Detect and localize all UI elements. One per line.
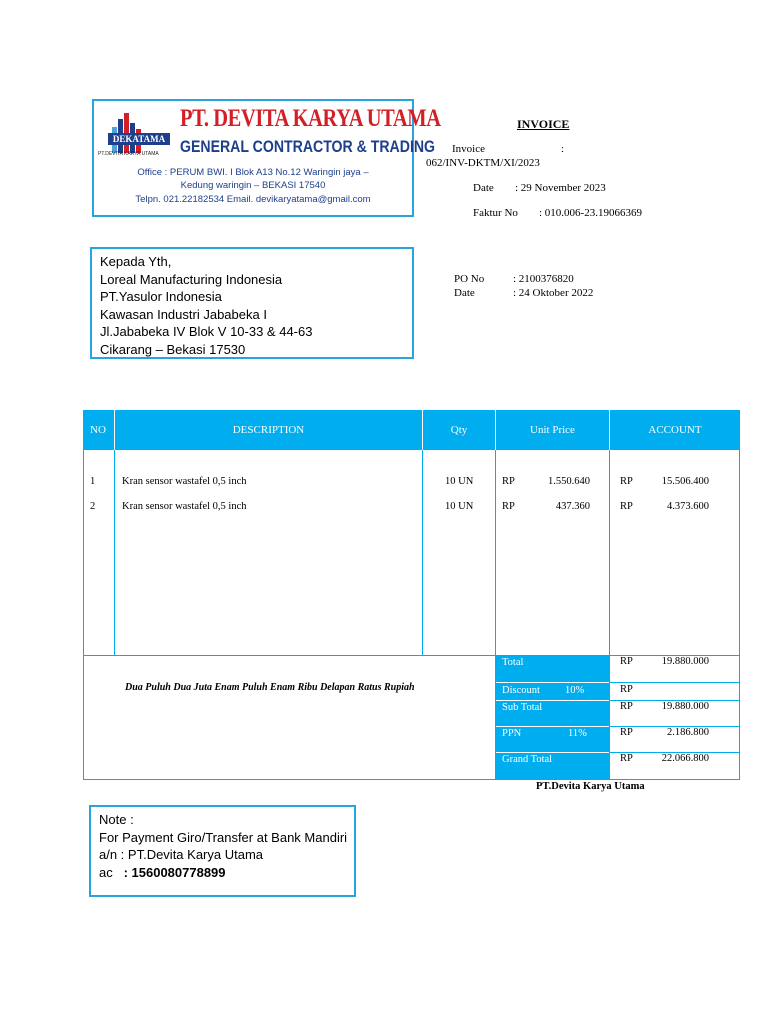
row-account: 15.506.400 [661, 476, 709, 487]
table-border [739, 410, 740, 780]
column-divider [422, 450, 423, 655]
table-border [83, 779, 740, 780]
row-qty: 10 UN [445, 501, 474, 512]
logo-caption: PT.DEVITA KARYA UTAMA [98, 151, 159, 157]
ppn-rate: 11% [568, 728, 587, 739]
note-line: a/n : PT.Devita Karya Utama [99, 847, 264, 862]
recipient-line: Kawasan Industri Jababeka I [100, 306, 267, 322]
invoice-number-label: Invoice [452, 143, 485, 155]
company-address-line2: Kedung waringin – BEKASI 17540 [180, 180, 326, 191]
note-line: For Payment Giro/Transfer at Bank Mandiri [99, 829, 348, 845]
summary-discount-currency: RP [620, 684, 633, 695]
recipient-line: PT.Yasulor Indonesia [100, 289, 222, 304]
ac-value: : 1560080778899 [123, 864, 226, 880]
ac-label: ac [99, 864, 113, 880]
row-account: 4.373.600 [667, 501, 709, 512]
po-label: PO No [454, 273, 485, 285]
po-value: : 2100376820 [513, 273, 574, 285]
invoice-number-colon: : [561, 143, 565, 155]
row-currency: RP [502, 501, 515, 512]
account-number-row [99, 864, 346, 882]
summary-discount-label: Discount 10% [496, 683, 609, 700]
row-qty: 10 UN [445, 476, 474, 487]
summary-subtotal-currency: RP [620, 701, 633, 712]
po-date-label: Date [454, 287, 475, 299]
row-unit-price: 1.550.640 [548, 476, 590, 487]
body-divider [83, 655, 740, 656]
row-currency: RP [502, 476, 515, 487]
summary-divider [610, 682, 740, 683]
row-no: 2 [90, 501, 96, 512]
amount-in-words: Dua Puluh Dua Juta Enam Puluh Enam Ribu Delapan Ratus Rupiah [125, 682, 415, 693]
row-account-currency: RP [620, 476, 633, 487]
header-unit-price: Unit Price [496, 410, 609, 450]
table-border [83, 410, 84, 780]
faktur-label: Faktur No [473, 207, 518, 219]
column-divider [609, 450, 610, 780]
svg-text:DEKATAMA: DEKATAMA [112, 134, 166, 144]
signatory: PT.Devita Karya Utama [536, 781, 645, 792]
faktur-value: : 010.006-23.19066369 [539, 207, 642, 219]
row-description: Kran sensor wastafel 0,5 inch [122, 476, 247, 487]
row-no: 1 [90, 476, 96, 487]
company-name: PT. DEVITA KARYA UTAMA [180, 105, 441, 132]
invoice-heading: INVOICE [517, 117, 570, 131]
summary-total-label: Total [496, 656, 609, 682]
header-description: DESCRIPTION [115, 410, 422, 450]
header-account: ACCOUNT [610, 410, 740, 450]
summary-ppn-label: PPN 11% [496, 727, 609, 752]
recipient-line: Kepada Yth, [100, 254, 172, 269]
row-description: Kran sensor wastafel 0,5 inch [122, 501, 247, 512]
invoice-number-value: 062/INV-DKTM/XI/2023 [426, 157, 540, 169]
summary-grandtotal-value: 22.066.800 [661, 753, 709, 764]
summary-ppn-value: 2.186.800 [667, 727, 709, 738]
items-table [83, 410, 740, 780]
invoice-date-label: Date [473, 182, 494, 194]
summary-total-currency: RP [620, 656, 633, 667]
payment-note [89, 805, 356, 897]
header-no: NO [83, 410, 114, 450]
summary-subtotal-value: 19.880.000 [661, 701, 709, 712]
header-qty: Qty [423, 410, 495, 450]
row-account-currency: RP [620, 501, 633, 512]
recipient-line: Cikarang – Bekasi 17530 [100, 341, 246, 357]
summary-grandtotal-currency: RP [620, 753, 633, 764]
recipient-address [90, 247, 414, 359]
summary-ppn-currency: RP [620, 727, 633, 738]
po-date-value: : 24 Oktober 2022 [513, 287, 594, 299]
summary-total-value: 19.880.000 [661, 656, 709, 667]
company-address-line1: Office : PERUM BWI. I Blok A13 No.12 Waringin jaya – [137, 167, 369, 178]
company-header [92, 99, 441, 217]
company-tagline: GENERAL CONTRACTOR & TRADING [180, 137, 436, 156]
summary-grandtotal-label: Grand Total [496, 753, 609, 779]
column-divider [114, 450, 115, 655]
recipient-line: Jl.Jababeka IV Blok V 10-33 & 44-63 [100, 324, 313, 339]
discount-rate: 10% [565, 685, 585, 696]
row-unit-price: 437.360 [555, 501, 590, 512]
invoice-date-value: : 29 November 2023 [515, 182, 606, 194]
note-title: Note : [99, 812, 134, 827]
summary-subtotal-label: Sub Total [496, 701, 609, 726]
recipient-line: Loreal Manufacturing Indonesia [100, 271, 283, 287]
company-contact: Telpn. 021.22182534 Email. devikaryatama@gmail.com [135, 194, 371, 205]
